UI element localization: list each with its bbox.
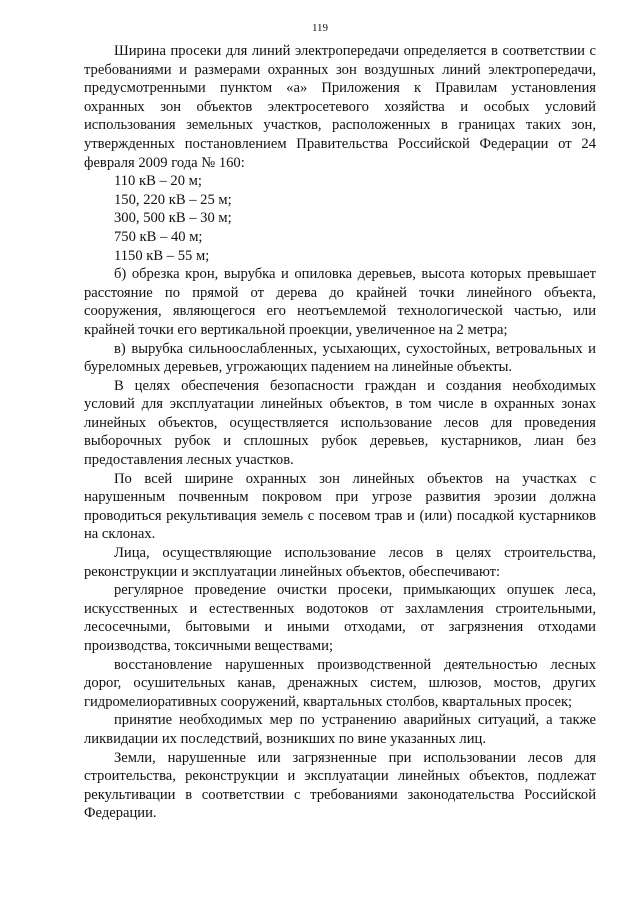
list-item-1150kv: 1150 кВ – 55 м; (114, 247, 210, 264)
list-item-750kv: 750 кВ – 40 м; (114, 228, 203, 245)
paragraph-recultivation-zones: По всей ширине охранных зон линейных объектов на участках с нарушенным почвенным покровом при угрозе развития эрозии должна проводиться рекультивация земель с посевом трав и (или) посадкой кустарников на склонах. (84, 470, 596, 543)
page-number: 119 (311, 22, 329, 34)
paragraph-emergency-measures: принятие необходимых мер по устранению аварийных ситуаций, а также ликвидации их последствий, возникших по вине указанных лиц. (84, 712, 596, 747)
paragraph-land-recultivation: Земли, нарушенные или загрязненные при использовании лесов для строительства, реконструкции и эксплуатации линейных объектов, подлежат рекультивации в соответствии с требованиями законодательства Российской Федерации. (84, 749, 596, 822)
paragraph-regular-cleaning: регулярное проведение очистки просеки, примыкающих опушек леса, искусственных и естественных водотоков от захламления строительными, лесосечными, бытовыми и иными отходами, от загрязнения отходами производства, токсичными веществами; (84, 582, 596, 654)
paragraph-restoration: восстановление нарушенных производственной деятельностью лесных дорог, осушительных канав, дренажных систем, шлюзов, мостов, других гидромелиоративных сооружений, квартальных столбов, квартальных просек; (84, 656, 596, 710)
document-body (84, 42, 596, 823)
list-item-300-500kv: 300, 500 кВ – 30 м; (114, 210, 232, 227)
paragraph-weakened-trees: в) вырубка сильноослабленных, усыхающих, сухостойных, ветровальных и буреломных деревьев, угрожающих падением на линейные объекты. (84, 340, 596, 376)
paragraph-safety: В целях обеспечения безопасности граждан и создания необходимых условий для эксплуатации линейных объектов, в том числе в охранных зонах линейных объектов, осуществляется использование лесов для проведения выборочных рубок и сплошных рубок деревьев, кустарников, лиан без предоставления лесных участков. (84, 377, 596, 469)
list-item-150-220kv: 150, 220 кВ – 25 м; (114, 191, 232, 208)
paragraph-obligations-intro: Лица, осуществляющие использование лесов в целях строительства, реконструкции и эксплуатации линейных объектов, обеспечивают: (84, 545, 596, 580)
paragraph-clearing-width: Ширина просеки для линий электропередачи определяется в соответствии с требованиями и размерами охранных зон воздушных линий электропередачи, предусмотренными пунктом «а» Приложения к Правилам установления охранных зон объектов электросетевого хозяйства и особых условий использования земельных участков, расположенных в границах таких зон, утвержденных постановлением Правительства Российской Федерации от 24 февраля 2009 года № 160: (84, 43, 596, 171)
paragraph-crown-trimming: б) обрезка крон, вырубка и опиловка деревьев, высота которых превышает расстояние по прямой от дерева до крайней точки линейного объекта, сооружения, являющегося его неотъемлемой технологической частью, или крайней точки его вертикальной проекции, увеличенное на 2 метра; (84, 266, 596, 338)
list-item-110kv: 110 кВ – 20 м; (114, 173, 202, 190)
